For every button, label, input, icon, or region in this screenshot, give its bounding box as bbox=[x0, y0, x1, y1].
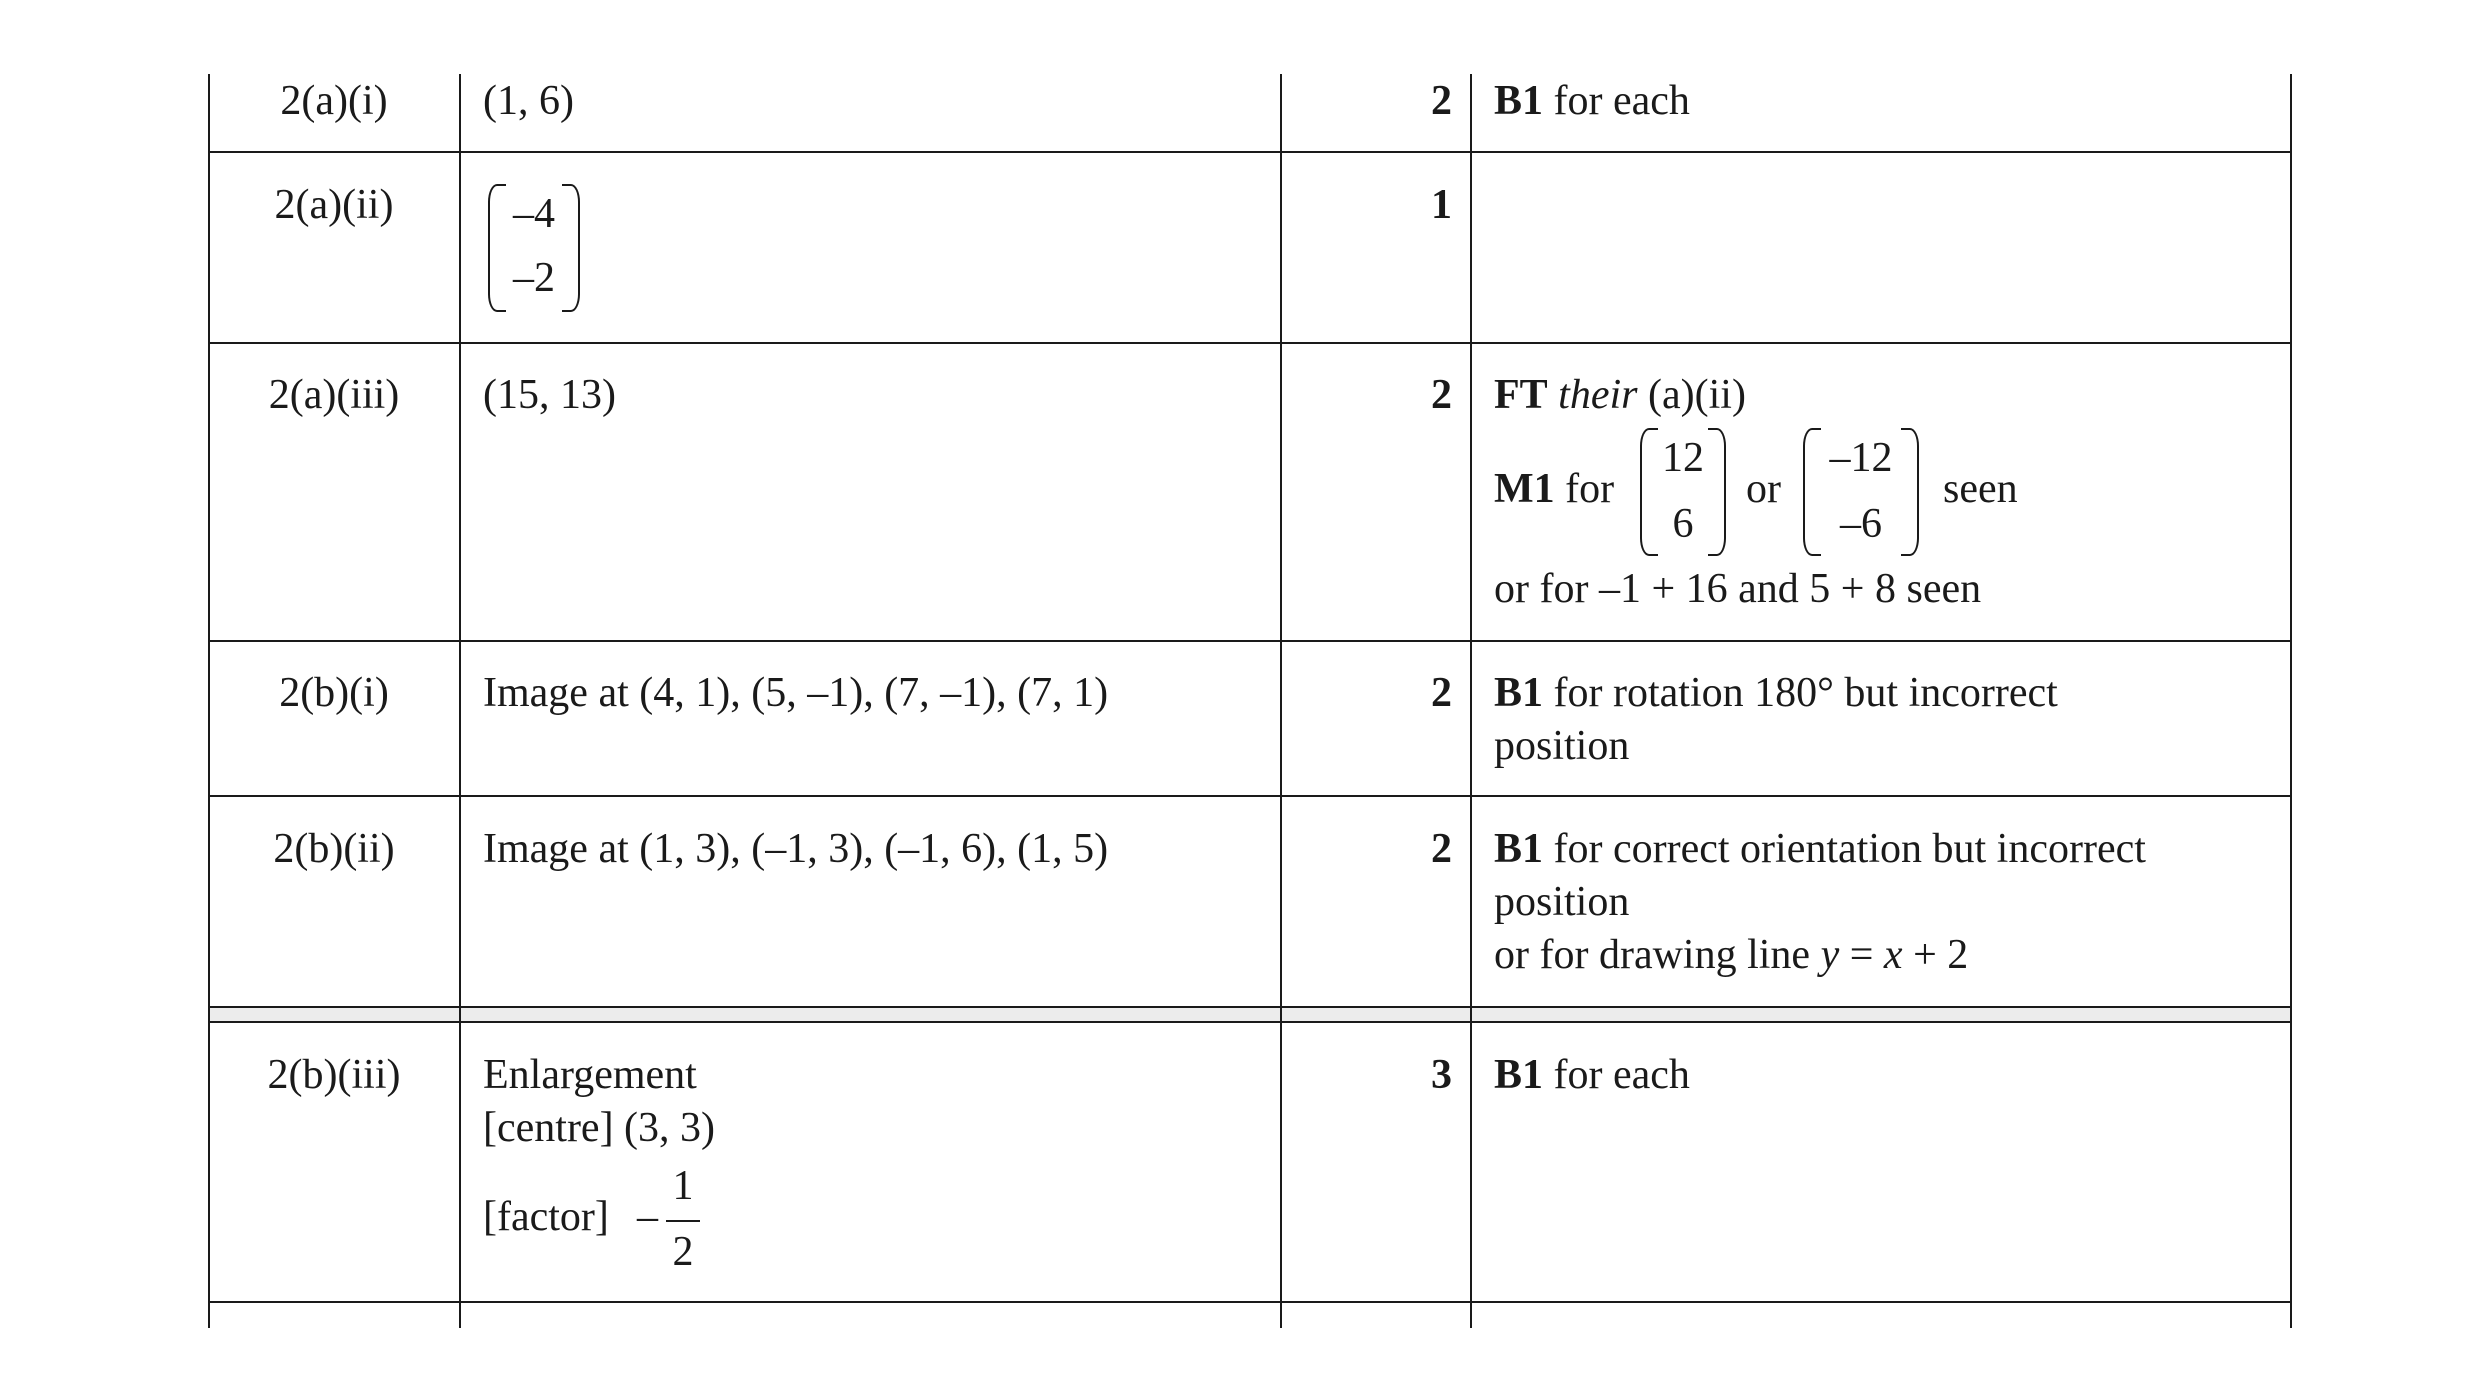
answer-text: Image at (1, 3), (–1, 3), (–1, 6), (1, 5) bbox=[483, 826, 1109, 872]
marks-value: 2 bbox=[1431, 372, 1452, 418]
answer-label: [factor] bbox=[483, 1194, 609, 1240]
marks-value: 2 bbox=[1431, 670, 1452, 716]
guidance-line bbox=[1494, 929, 1968, 982]
answer-text: [centre] (3, 3) bbox=[483, 1105, 716, 1151]
guidance-line: or for –1 + 16 and 5 + 8 seen bbox=[1494, 566, 1982, 612]
question-number: 2(b)(iii) bbox=[267, 1052, 401, 1098]
row-divider bbox=[208, 1006, 2291, 1008]
row-divider bbox=[208, 640, 2291, 642]
guidance-text bbox=[1494, 75, 1690, 128]
column-divider bbox=[459, 74, 461, 1328]
equation-variable: y bbox=[1820, 932, 1840, 978]
question-number: 2(b)(i) bbox=[279, 670, 389, 716]
marks-value: 2 bbox=[1431, 78, 1452, 124]
guidance-line: position bbox=[1494, 879, 1630, 925]
answer-column-vector bbox=[488, 184, 580, 312]
mark-code: B1 bbox=[1494, 670, 1544, 716]
mark-code: B1 bbox=[1494, 1052, 1544, 1098]
column-divider bbox=[2290, 74, 2292, 1328]
guidance-detail: for each bbox=[1543, 78, 1690, 124]
answer-text: (1, 6) bbox=[483, 78, 574, 124]
page-break-band bbox=[208, 1007, 2291, 1021]
guidance-column-vector bbox=[1640, 428, 1726, 556]
answer-text: Enlargement bbox=[483, 1052, 697, 1098]
row-divider bbox=[208, 1301, 2291, 1303]
mark-code: M1 bbox=[1494, 466, 1555, 512]
mark-code: FT bbox=[1494, 372, 1548, 418]
vector-top-entry: 12 bbox=[1662, 435, 1704, 481]
equation-rest: + 2 bbox=[1902, 932, 1969, 978]
guidance-detail: for rotation 180° but incorrect bbox=[1543, 670, 2058, 716]
guidance-connector: or bbox=[1746, 466, 1781, 512]
vector-bottom-entry: –2 bbox=[513, 255, 555, 301]
guidance-italic: their bbox=[1558, 372, 1638, 418]
guidance-detail: for bbox=[1565, 466, 1615, 512]
question-number: 2(b)(ii) bbox=[273, 826, 395, 872]
mark-code: B1 bbox=[1494, 78, 1544, 124]
fraction-numerator: 1 bbox=[672, 1163, 694, 1209]
guidance-line bbox=[1494, 667, 2058, 720]
row-divider bbox=[208, 1021, 2291, 1023]
marks-value: 1 bbox=[1431, 182, 1452, 228]
guidance-line bbox=[1494, 1049, 1690, 1102]
guidance-line bbox=[1494, 823, 2146, 876]
vector-bottom-entry: –6 bbox=[1840, 501, 1882, 547]
question-number: 2(a)(iii) bbox=[268, 372, 400, 418]
guidance-detail: or for drawing line bbox=[1494, 932, 1821, 978]
marks-value: 3 bbox=[1431, 1052, 1452, 1098]
guidance-line bbox=[1494, 463, 1614, 516]
question-number: 2(a)(ii) bbox=[274, 182, 394, 228]
mark-code: B1 bbox=[1494, 826, 1544, 872]
vector-top-entry: –4 bbox=[513, 191, 555, 237]
vector-bottom-entry: 6 bbox=[1672, 501, 1694, 547]
row-divider bbox=[208, 151, 2291, 153]
fraction-denominator: 2 bbox=[672, 1229, 694, 1275]
guidance-detail: for each bbox=[1543, 1052, 1690, 1098]
guidance-detail: seen bbox=[1943, 466, 2018, 512]
guidance-detail: (a)(ii) bbox=[1648, 372, 1746, 418]
fraction-bar bbox=[666, 1220, 700, 1222]
equation-operator: = bbox=[1839, 932, 1884, 978]
question-number: 2(a)(i) bbox=[280, 78, 388, 124]
row-divider bbox=[208, 795, 2291, 797]
scale-factor-fraction bbox=[662, 1162, 704, 1278]
answer-text: (15, 13) bbox=[483, 372, 616, 418]
row-divider bbox=[208, 342, 2291, 344]
column-divider bbox=[1470, 74, 1472, 1328]
vector-top-entry: –12 bbox=[1829, 435, 1893, 481]
answer-text: Image at (4, 1), (5, –1), (7, –1), (7, 1) bbox=[483, 670, 1109, 716]
guidance-line: position bbox=[1494, 723, 1630, 769]
guidance-detail: for correct orientation but incorrect bbox=[1543, 826, 2146, 872]
guidance-line bbox=[1494, 369, 1746, 422]
fraction-sign: – bbox=[637, 1194, 658, 1240]
guidance-column-vector bbox=[1803, 428, 1919, 556]
marks-value: 2 bbox=[1431, 826, 1452, 872]
equation-variable: x bbox=[1883, 932, 1903, 978]
